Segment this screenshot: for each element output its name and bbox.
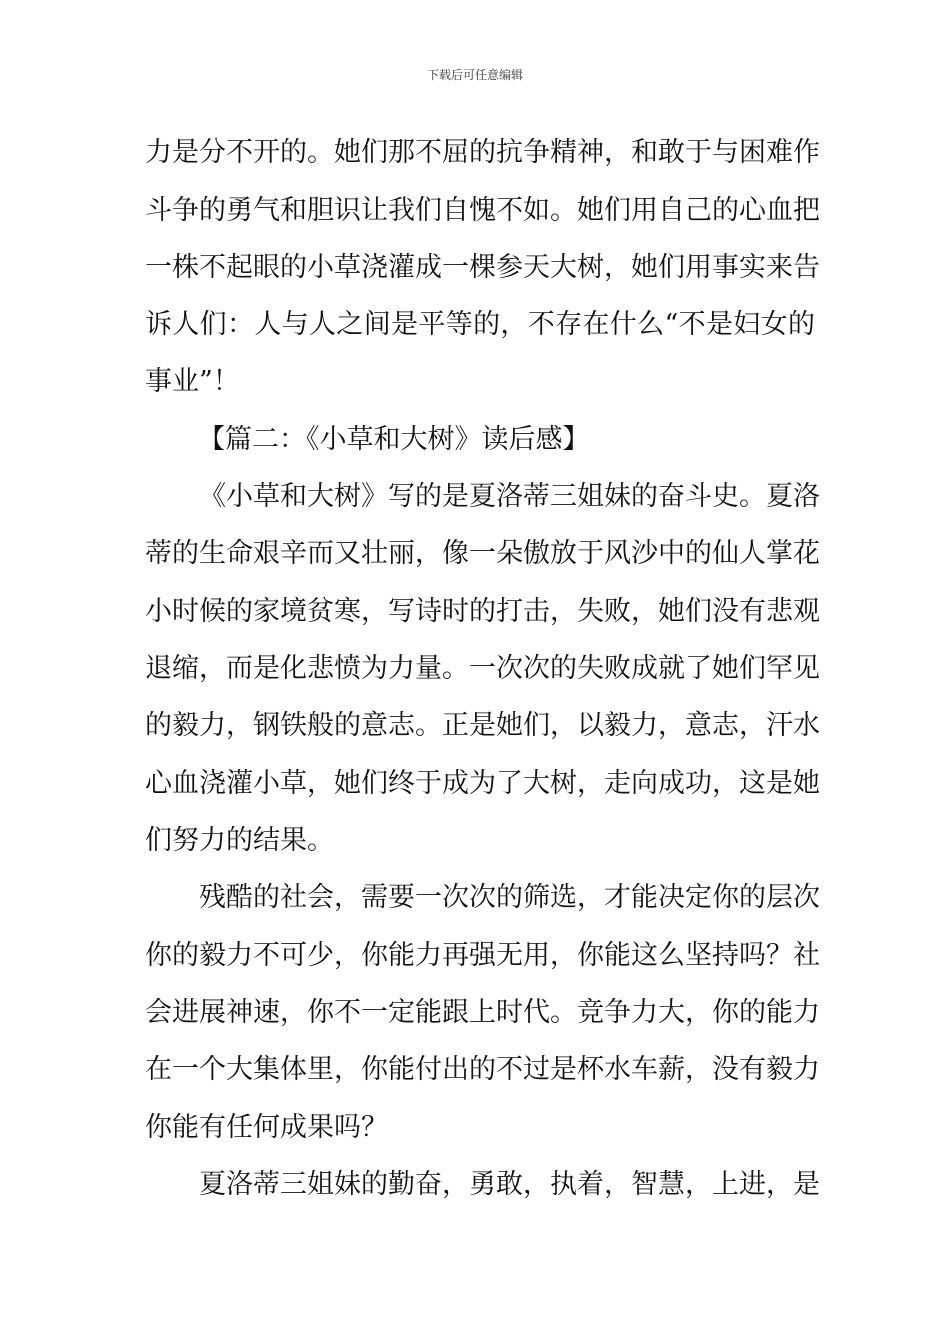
text-line: 斗争的勇气和胆识让我们自愧不如。她们用自己的心血把 bbox=[145, 195, 820, 226]
text-line: 力是分不开的。她们那不屈的抗争精神，和敢于与困难作 bbox=[145, 137, 820, 168]
text-line: 退缩，而是化悲愤为力量。一次次的失败成就了她们罕见 bbox=[145, 653, 820, 684]
text-line: 的毅力，钢铁般的意志。正是她们，以毅力，意志，汗水 bbox=[145, 710, 820, 741]
section-heading: 【篇二：《小草和大树》读后感】 bbox=[198, 424, 590, 455]
page-header: 下载后可任意编辑 bbox=[426, 68, 523, 82]
text-line: 一株不起眼的小草浇灌成一棵参天大树，她们用事实来告 bbox=[145, 252, 820, 283]
text-line: 们努力的结果。 bbox=[145, 825, 334, 856]
text-line: 在一个大集体里，你能付出的不过是杯水车薪，没有毅力 bbox=[145, 1054, 820, 1085]
text-line: 诉人们：人与人之间是平等的，不存在什么“不是妇女的 bbox=[145, 309, 815, 340]
text-line: 你的毅力不可少，你能力再强无用，你能这么坚持吗？社 bbox=[145, 940, 820, 971]
text-line: 会进展神速，你不一定能跟上时代。竞争力大，你的能力 bbox=[145, 997, 820, 1028]
text-line: 残酷的社会，需要一次次的筛选，才能决定你的层次 bbox=[199, 882, 820, 913]
text-line: 夏洛蒂三姐妹的勤奋，勇敢，执着，智慧，上进，是 bbox=[199, 1169, 820, 1200]
text-line: 事业”！ bbox=[145, 366, 240, 397]
text-line: 心血浇灌小草，她们终于成为了大树，走向成功，这是她 bbox=[145, 768, 820, 799]
text-line: 蒂的生命艰辛而又壮丽，像一朵傲放于风沙中的仙人掌花 bbox=[145, 538, 820, 569]
text-line: 《小草和大树》写的是夏洛蒂三姐妹的奋斗史。夏洛 bbox=[199, 481, 820, 512]
text-line: 你能有任何成果吗？ bbox=[145, 1112, 388, 1143]
text-line: 小时候的家境贫寒，写诗时的打击，失败，她们没有悲观 bbox=[145, 596, 820, 627]
